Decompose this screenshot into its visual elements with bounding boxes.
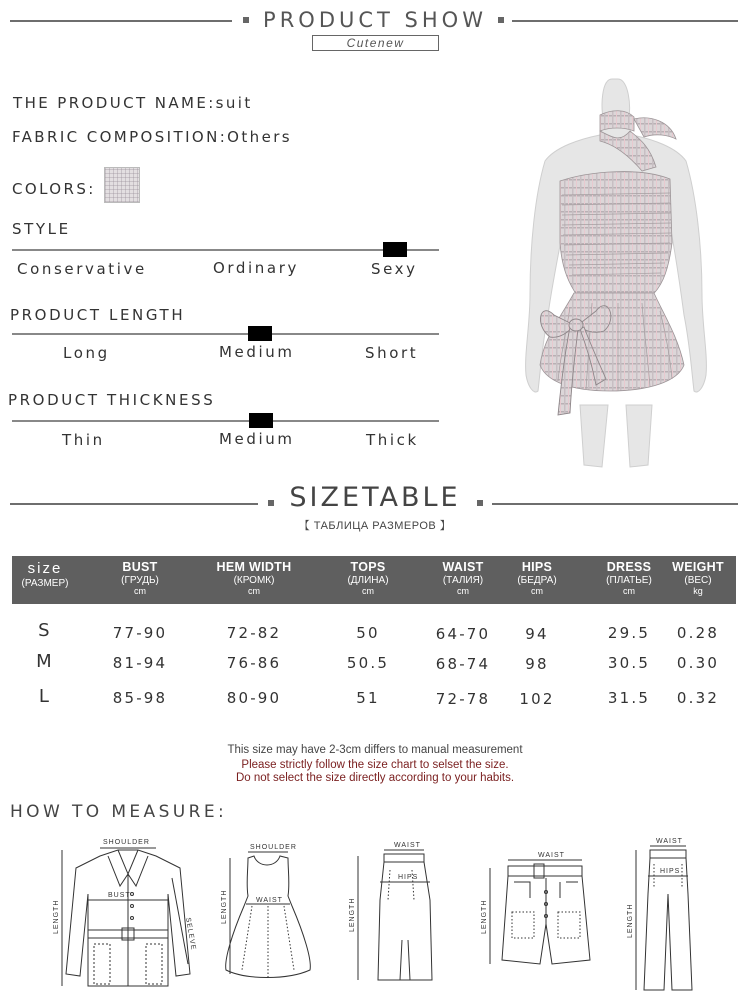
jacket-bust-label: BUST [108, 892, 131, 899]
cell-hips: 98 [525, 655, 549, 673]
thickness-option-thick: Thick [366, 431, 419, 449]
thickness-option-medium: Medium [219, 430, 295, 448]
col-bust: BUST (ГРУДЬ) cm [121, 560, 159, 596]
dress-diagram [218, 840, 318, 990]
col-waist: WAIST (ТАЛИЯ) cm [442, 560, 484, 596]
style-option-ordinary: Ordinary [213, 259, 299, 277]
cell-size: M [36, 651, 54, 672]
cell-size: L [38, 686, 52, 707]
sizetable-dot-right [477, 500, 483, 506]
thickness-scale [12, 420, 439, 422]
style-marker [383, 242, 407, 257]
cell-waist: 64-70 [435, 625, 491, 643]
jacket-diagram [48, 834, 208, 994]
table-header [12, 556, 736, 604]
how-to-measure-title: HOW TO MEASURE: [10, 802, 228, 822]
measurement-note: This size may have 2-3cm differs to manual measurement [227, 744, 523, 756]
cell-hem-width: 76-86 [226, 654, 282, 672]
length-label: PRODUCT LENGTH [10, 306, 186, 324]
thickness-option-thin: Thin [62, 431, 105, 449]
dress-waist-label: WAIST [256, 897, 283, 904]
style-option-conservative: Conservative [17, 260, 147, 278]
sizetable-title: SIZETABLE [289, 482, 461, 513]
cell-tops: 51 [356, 689, 380, 707]
cell-waist: 72-78 [435, 690, 491, 708]
header-dot-right [498, 17, 504, 23]
pants-waist-label: WAIST [656, 838, 683, 845]
product-name: THE PRODUCT NAME:suit [13, 94, 253, 112]
skirt-waist-label: WAIST [394, 842, 421, 849]
jacket-sleeve-label: SELEVE [184, 917, 197, 952]
skirt-length-label: LENGTH [349, 897, 356, 932]
cell-dress: 31.5 [607, 689, 651, 707]
shorts-waist-label: WAIST [538, 852, 565, 859]
col-size: size (РАЗМЕР) [21, 560, 69, 589]
warning-note-1: Please strictly follow the size chart to selset the size. [241, 759, 509, 771]
cell-bust: 77-90 [112, 624, 168, 642]
cell-weight: 0.28 [676, 624, 720, 642]
style-label: STYLE [12, 220, 71, 238]
cell-dress: 30.5 [607, 654, 651, 672]
style-option-sexy: Sexy [371, 260, 418, 278]
pants-diagram [624, 834, 704, 994]
cell-hips: 102 [519, 690, 555, 708]
product-show-title: PRODUCT SHOW [263, 8, 487, 32]
header-rule-right [512, 20, 738, 22]
color-swatch[interactable] [104, 167, 140, 203]
dress-shoulder-label: SHOULDER [250, 844, 297, 851]
cell-weight: 0.30 [676, 654, 720, 672]
cell-weight: 0.32 [676, 689, 720, 707]
fabric-composition: FABRIC COMPOSITION:Others [12, 128, 292, 146]
cell-size: S [38, 620, 52, 641]
warning-note-2: Do not select the size directly according to your habits. [235, 772, 515, 784]
cell-tops: 50 [356, 624, 380, 642]
cell-bust: 85-98 [112, 689, 168, 707]
jacket-shoulder-label: SHOULDER [103, 839, 150, 846]
col-tops: TOPS (ДЛИНА) cm [347, 560, 389, 596]
cell-dress: 29.5 [607, 624, 651, 642]
cell-tops: 50.5 [346, 654, 390, 672]
sizetable-rule-right [492, 503, 738, 505]
pants-length-label: LENGTH [627, 903, 634, 938]
thickness-marker [249, 413, 273, 428]
colors-label: COLORS: [12, 180, 96, 198]
cell-waist: 68-74 [435, 655, 491, 673]
col-hips: HIPS (БЕДРА) cm [517, 560, 557, 596]
cell-hips: 94 [525, 625, 549, 643]
brand-subtitle: Cutenew [312, 35, 439, 51]
col-weight: WEIGHT (ВЕС) kg [672, 560, 724, 596]
jacket-length-label: LENGTH [53, 899, 60, 934]
length-marker [248, 326, 272, 341]
product-photo [500, 75, 730, 470]
pants-hips-label: HIPS [660, 868, 681, 875]
cell-hem-width: 80-90 [226, 689, 282, 707]
length-option-short: Short [365, 344, 419, 362]
col-hem-width: HEM WIDTH (КРОМК) cm [216, 560, 292, 596]
cell-hem-width: 72-82 [226, 624, 282, 642]
cell-bust: 81-94 [112, 654, 168, 672]
thickness-label: PRODUCT THICKNESS [8, 391, 216, 409]
bubble-skirt [540, 293, 684, 391]
skirt-diagram [342, 840, 442, 990]
length-scale [12, 333, 439, 335]
sizetable-subtitle: 【 ТАБЛИЦА РАЗМЕРОВ 】 [298, 520, 452, 532]
shorts-length-label: LENGTH [481, 899, 488, 934]
length-option-long: Long [63, 344, 110, 362]
style-scale [12, 249, 439, 251]
shorts-diagram [474, 848, 604, 978]
col-dress: DRESS (ПЛАТЬЕ) cm [606, 560, 652, 596]
dress-length-label: LENGTH [221, 889, 228, 924]
skirt-hips-label: HIPS [398, 874, 419, 881]
length-option-medium: Medium [219, 343, 295, 361]
